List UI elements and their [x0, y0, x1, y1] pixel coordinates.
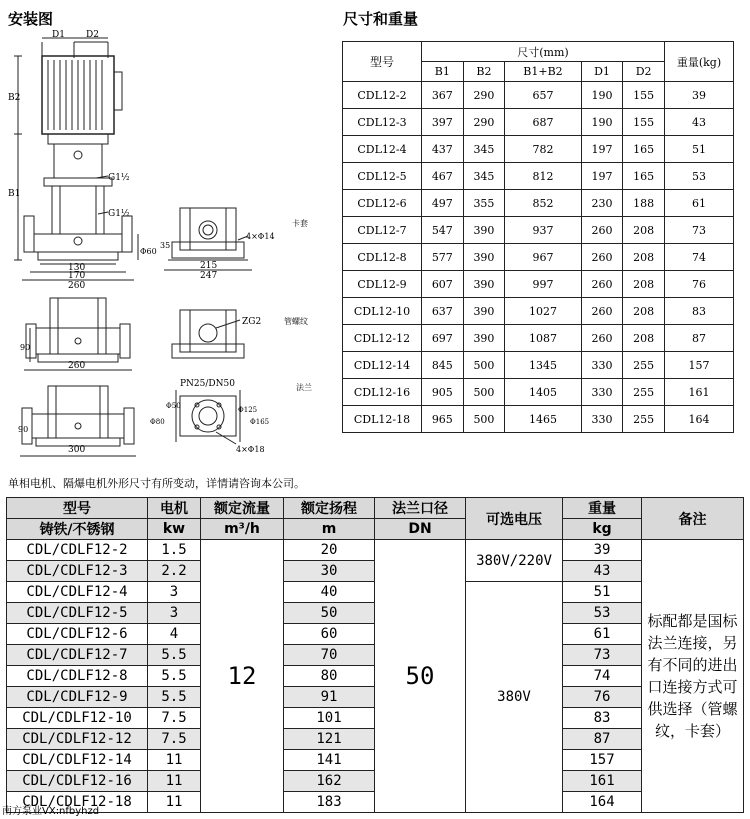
spec-cell-head: 121: [284, 729, 375, 750]
dim-cell-value: 53: [665, 163, 734, 190]
dim-cell-value: 637: [422, 298, 464, 325]
dim-cell-value: 852: [505, 190, 581, 217]
dim-cell-value: 330: [581, 379, 623, 406]
dim-cell-value: 197: [581, 136, 623, 163]
install-drawing: [0, 28, 340, 498]
dim-cell-value: 1087: [505, 325, 581, 352]
dim-cell-model: CDL12-18: [343, 406, 422, 433]
dim-row: [343, 325, 734, 352]
dim-cell-value: 190: [581, 109, 623, 136]
spec-cell-weight: 87: [563, 729, 642, 750]
dim-row: [343, 163, 734, 190]
spec-cell-head: 183: [284, 792, 375, 813]
dim-cell-value: 355: [463, 190, 505, 217]
dimension-table: [342, 41, 734, 433]
dim-row: [343, 82, 734, 109]
dim-cell-value: 547: [422, 217, 464, 244]
spec-cell-model: CDL/CDLF12-6: [7, 624, 148, 645]
dim-cell-value: 165: [623, 163, 665, 190]
dim-cell-model: CDL12-6: [343, 190, 422, 217]
dim-cell-value: 83: [665, 298, 734, 325]
dim-phi125: Φ125: [238, 406, 258, 414]
dim-cell-model: CDL12-4: [343, 136, 422, 163]
dim-g1: G1½: [108, 173, 130, 183]
dim-phi165: Φ165: [250, 418, 270, 426]
spec-cell-motor: 2.2: [148, 561, 201, 582]
spec-cell-head: 20: [284, 540, 375, 561]
spec-cell-head: 101: [284, 708, 375, 729]
dim-cell-value: 208: [623, 325, 665, 352]
dim-cell-value: 208: [623, 244, 665, 271]
dim-cell-model: CDL12-3: [343, 109, 422, 136]
spec-cell-model: CDL/CDLF12-10: [7, 708, 148, 729]
dim-d2: D2: [86, 30, 99, 40]
dim-b1: B1: [8, 189, 21, 199]
dim-260b: 260: [68, 361, 86, 371]
dim-cell-value: 260: [581, 298, 623, 325]
footer-watermark: 南方泵业VX:nfbyhzd: [2, 806, 100, 817]
spec-cell-motor: 7.5: [148, 729, 201, 750]
dim-cell-value: 497: [422, 190, 464, 217]
dim-cell-value: 397: [422, 109, 464, 136]
spec-cell-model: CDL/CDLF12-16: [7, 771, 148, 792]
dim-header-b1: B1: [422, 62, 464, 82]
spec-header-model: 型号: [7, 498, 148, 519]
dim-247: 247: [200, 271, 218, 281]
dim-phi50: Φ50: [166, 402, 181, 410]
dim-cell-value: 687: [505, 109, 581, 136]
spec-cell-motor: 11: [148, 750, 201, 771]
spec-cell-weight: 53: [563, 603, 642, 624]
dim-header-weight: 重量(kg): [665, 42, 734, 82]
dim-b2: B2: [8, 93, 21, 103]
dim-cell-model: CDL12-5: [343, 163, 422, 190]
spec-cell-head: 91: [284, 687, 375, 708]
dim-cell-value: 230: [581, 190, 623, 217]
dim-cell-value: 290: [463, 109, 505, 136]
spec-header-head: 额定扬程: [284, 498, 375, 519]
dim-row: [343, 298, 734, 325]
dim-cell-value: 390: [463, 217, 505, 244]
dim-g2: G1½: [108, 209, 130, 219]
dim-cell-value: 260: [581, 217, 623, 244]
spec-cell-motor: 5.5: [148, 666, 201, 687]
spec-cell-model: CDL/CDLF12-5: [7, 603, 148, 624]
dim-row: [343, 244, 734, 271]
dim-cell-value: 61: [665, 190, 734, 217]
spec-cell-head: 50: [284, 603, 375, 624]
dim-cell-value: 500: [463, 379, 505, 406]
dim-cell-value: 390: [463, 271, 505, 298]
dim-header-b1b2: B1+B2: [505, 62, 581, 82]
dim-cell-value: 905: [422, 379, 464, 406]
spec-header-voltage: 可选电压: [466, 498, 563, 540]
spec-cell-voltage-1: 380V/220V: [466, 540, 563, 582]
spec-header-flange: 法兰口径: [375, 498, 466, 519]
dim-cell-value: 1465: [505, 406, 581, 433]
spec-cell-model: CDL/CDLF12-12: [7, 729, 148, 750]
dim-cell-value: 657: [505, 82, 581, 109]
spec-cell-motor: 3: [148, 582, 201, 603]
spec-cell-head: 80: [284, 666, 375, 687]
spec-cell-model: CDL/CDLF12-18: [7, 792, 148, 813]
dim-cell-value: 367: [422, 82, 464, 109]
spec-header-remark: 备注: [642, 498, 744, 540]
spec-cell-weight: 161: [563, 771, 642, 792]
spec-cell-motor: 5.5: [148, 645, 201, 666]
label-fa-lan: 法兰: [296, 383, 312, 392]
spec-header-flow: 额定流量: [201, 498, 284, 519]
spec-cell-head: 40: [284, 582, 375, 603]
dim-row: [343, 136, 734, 163]
dim-cell-value: 255: [623, 352, 665, 379]
spec-cell-weight: 51: [563, 582, 642, 603]
spec-unit-flange: DN: [375, 519, 466, 540]
dim-cell-value: 255: [623, 379, 665, 406]
dim-170: 170: [68, 271, 86, 281]
spec-cell-head: 30: [284, 561, 375, 582]
spec-cell-weight: 73: [563, 645, 642, 666]
dim-cell-value: 74: [665, 244, 734, 271]
spec-cell-weight: 39: [563, 540, 642, 561]
dim-cell-model: CDL12-10: [343, 298, 422, 325]
dim-row: [343, 379, 734, 406]
dim-cell-value: 467: [422, 163, 464, 190]
dim-cell-value: 208: [623, 298, 665, 325]
spec-header-weight: 重量: [563, 498, 642, 519]
spec-cell-model: CDL/CDLF12-7: [7, 645, 148, 666]
dim-cell-value: 164: [665, 406, 734, 433]
spec-cell-model: CDL/CDLF12-14: [7, 750, 148, 771]
dim-cell-value: 577: [422, 244, 464, 271]
dim-row: [343, 271, 734, 298]
dim-cell-value: 390: [463, 298, 505, 325]
spec-cell-model: CDL/CDLF12-4: [7, 582, 148, 603]
dim-4x18: 4×Φ18: [236, 445, 265, 454]
dim-cell-value: 500: [463, 406, 505, 433]
dim-cell-value: 155: [623, 109, 665, 136]
dim-cell-value: 390: [463, 244, 505, 271]
dim-cell-model: CDL12-8: [343, 244, 422, 271]
spec-cell-motor: 3: [148, 603, 201, 624]
dim-header-size: 尺寸(mm): [422, 42, 665, 62]
dim-row: [343, 352, 734, 379]
spec-cell-model: CDL/CDLF12-8: [7, 666, 148, 687]
spec-cell-motor: 7.5: [148, 708, 201, 729]
dim-cell-value: 290: [463, 82, 505, 109]
dim-260a: 260: [68, 281, 86, 291]
spec-unit-motor: kw: [148, 519, 201, 540]
dim-cell-value: 965: [422, 406, 464, 433]
dim-cell-value: 208: [623, 271, 665, 298]
dimension-title: 尺寸和重量: [343, 10, 419, 28]
spec-cell-motor: 4: [148, 624, 201, 645]
dim-35: 35: [160, 241, 171, 250]
dim-cell-value: 782: [505, 136, 581, 163]
dim-cell-value: 260: [581, 271, 623, 298]
dim-cell-value: 845: [422, 352, 464, 379]
spec-cell-model: CDL/CDLF12-3: [7, 561, 148, 582]
dim-cell-value: 937: [505, 217, 581, 244]
spec-cell-remark: 标配都是国标法兰连接，另有不同的进出口连接方式可供选择（管螺纹，卡套）: [642, 540, 744, 813]
spec-cell-weight: 157: [563, 750, 642, 771]
spec-cell-motor: 11: [148, 792, 201, 813]
dim-cell-value: 76: [665, 271, 734, 298]
dim-d1: D1: [52, 30, 65, 40]
dim-cell-model: CDL12-14: [343, 352, 422, 379]
dim-cell-model: CDL12-12: [343, 325, 422, 352]
spec-cell-head: 60: [284, 624, 375, 645]
dim-row: [343, 217, 734, 244]
spec-cell-model: CDL/CDLF12-2: [7, 540, 148, 561]
thread-view: [172, 310, 244, 358]
spec-cell-head: 70: [284, 645, 375, 666]
dim-cell-value: 255: [623, 406, 665, 433]
dim-row: [343, 190, 734, 217]
dim-cell-value: 165: [623, 136, 665, 163]
dim-215: 215: [200, 261, 218, 271]
dim-90a: 90: [20, 343, 31, 352]
install-title: 安装图: [8, 10, 54, 28]
spec-cell-weight: 76: [563, 687, 642, 708]
dim-cell-value: 161: [665, 379, 734, 406]
label-luo-wen: 管螺纹: [284, 317, 308, 326]
dim-cell-value: 260: [581, 244, 623, 271]
dim-cell-value: 87: [665, 325, 734, 352]
spec-cell-voltage-2: 380V: [466, 582, 563, 813]
spec-unit-weight: kg: [563, 519, 642, 540]
note-text: 单相电机、隔爆电机外形尺寸有所变动，详情请咨询本公司。: [8, 477, 305, 490]
dim-cell-model: CDL12-2: [343, 82, 422, 109]
dim-cell-value: 390: [463, 325, 505, 352]
dim-cell-value: 697: [422, 325, 464, 352]
dim-cell-value: 73: [665, 217, 734, 244]
dim-cell-value: 260: [581, 325, 623, 352]
dim-cell-value: 1345: [505, 352, 581, 379]
spec-row: [7, 540, 744, 561]
spec-table: [6, 497, 744, 813]
spec-cell-motor: 1.5: [148, 540, 201, 561]
spec-cell-weight: 164: [563, 792, 642, 813]
spec-cell-model: CDL/CDLF12-9: [7, 687, 148, 708]
dim-row: [343, 109, 734, 136]
dim-130: 130: [68, 263, 86, 273]
dim-row: [343, 406, 734, 433]
dim-header-b2: B2: [463, 62, 505, 82]
spec-cell-head: 162: [284, 771, 375, 792]
dim-cell-model: CDL12-7: [343, 217, 422, 244]
dim-300: 300: [68, 445, 86, 455]
dim-4x14: 4×Φ14: [246, 232, 275, 241]
spec-cell-weight: 61: [563, 624, 642, 645]
spec-cell-weight: 43: [563, 561, 642, 582]
flange-view: [176, 390, 240, 444]
spec-header-motor: 电机: [148, 498, 201, 519]
dim-zg2: ZG2: [242, 317, 262, 327]
dim-cell-value: 51: [665, 136, 734, 163]
pump-thread-elevation: [24, 298, 132, 370]
spec-cell-weight: 83: [563, 708, 642, 729]
dim-cell-value: 197: [581, 163, 623, 190]
dim-cell-value: 345: [463, 136, 505, 163]
dim-cell-value: 208: [623, 217, 665, 244]
spec-cell-motor: 5.5: [148, 687, 201, 708]
dim-cell-value: 39: [665, 82, 734, 109]
dim-pn: PN25/DN50: [180, 379, 235, 389]
dim-cell-value: 997: [505, 271, 581, 298]
dim-cell-value: 345: [463, 163, 505, 190]
dim-cell-model: CDL12-9: [343, 271, 422, 298]
dim-cell-value: 607: [422, 271, 464, 298]
dim-cell-value: 500: [463, 352, 505, 379]
dim-header-d1: D1: [581, 62, 623, 82]
label-ka-tao: 卡套: [292, 219, 308, 228]
dim-cell-value: 157: [665, 352, 734, 379]
spec-cell-flow: 12: [201, 540, 284, 813]
pump-elevation: [14, 38, 138, 280]
spec-cell-flange: 50: [375, 540, 466, 813]
dim-90b: 90: [18, 425, 29, 434]
dim-cell-value: 190: [581, 82, 623, 109]
dim-cell-value: 155: [623, 82, 665, 109]
dim-cell-value: 188: [623, 190, 665, 217]
dim-cell-value: 330: [581, 352, 623, 379]
dim-header-model: 型号: [343, 42, 422, 82]
dim-phi60: Φ60: [140, 247, 157, 256]
spec-unit-model: 铸铁/不锈钢: [7, 519, 148, 540]
dim-cell-value: 1405: [505, 379, 581, 406]
dim-cell-value: 437: [422, 136, 464, 163]
dim-cell-value: 967: [505, 244, 581, 271]
dim-cell-model: CDL12-16: [343, 379, 422, 406]
dim-phi80: Φ80: [150, 418, 165, 426]
spec-cell-motor: 11: [148, 771, 201, 792]
spec-cell-weight: 74: [563, 666, 642, 687]
dim-header-d2: D2: [623, 62, 665, 82]
dim-cell-value: 43: [665, 109, 734, 136]
spec-unit-flow: m³/h: [201, 519, 284, 540]
spec-cell-head: 141: [284, 750, 375, 771]
dim-cell-value: 330: [581, 406, 623, 433]
spec-unit-head: m: [284, 519, 375, 540]
dim-cell-value: 812: [505, 163, 581, 190]
dim-cell-value: 1027: [505, 298, 581, 325]
